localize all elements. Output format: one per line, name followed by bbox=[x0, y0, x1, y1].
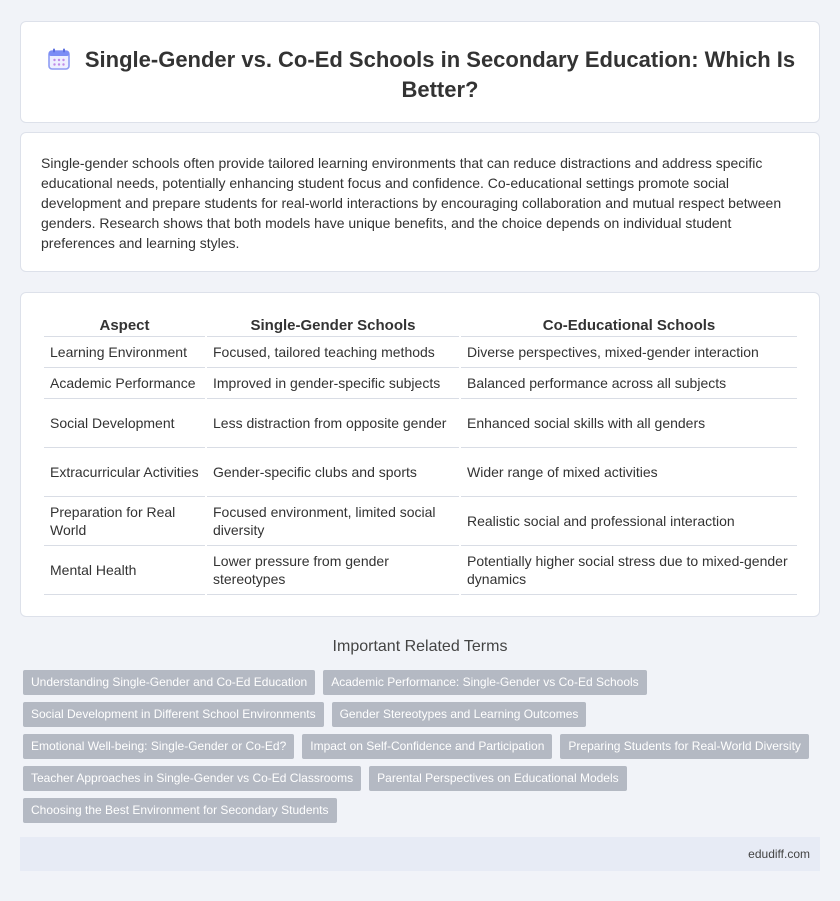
table-cell-co-ed: Balanced performance across all subjects bbox=[461, 368, 797, 399]
tag-row bbox=[23, 766, 813, 798]
table-cell-co-ed: Diverse perspectives, mixed-gender interaction bbox=[461, 337, 797, 368]
table-cell-single-gender: Improved in gender-specific subjects bbox=[207, 368, 459, 399]
related-term-tag[interactable]: Parental Perspectives on Educational Models bbox=[369, 766, 626, 791]
table-cell-aspect: Learning Environment bbox=[44, 337, 205, 368]
related-term-tag[interactable]: Academic Performance: Single-Gender vs Co-Ed Schools bbox=[323, 670, 646, 695]
related-terms-list bbox=[23, 670, 813, 830]
related-term-tag[interactable]: Choosing the Best Environment for Secondary Students bbox=[23, 798, 337, 823]
page-title: Single-Gender vs. Co-Ed Schools in Secondary Education: Which Is Better? bbox=[84, 47, 796, 102]
table-cell-co-ed: Potentially higher social stress due to mixed-gender dynamics bbox=[461, 546, 797, 595]
table-row bbox=[44, 337, 797, 368]
table-row bbox=[44, 368, 797, 399]
related-term-tag[interactable]: Teacher Approaches in Single-Gender vs Co-Ed Classrooms bbox=[23, 766, 361, 791]
table-cell-co-ed: Wider range of mixed activities bbox=[461, 448, 797, 497]
table-row bbox=[44, 497, 797, 546]
header-card bbox=[20, 21, 820, 123]
table-cell-co-ed: Enhanced social skills with all genders bbox=[461, 399, 797, 448]
table-row bbox=[44, 399, 797, 448]
intro-text: Single-gender schools often provide tailored learning environments that can reduce distractions and address specific educational needs, potentially enhancing student focus and confidence. Co-educational settings promote social development and prepare students for real-world interactions by encouraging collaboration and mutual respect between genders. Research shows that both models have unique benefits, and the choice depends on individual student preferences and learning styles. bbox=[41, 155, 782, 251]
column-header-aspect: Aspect bbox=[44, 313, 205, 337]
table-cell-co-ed: Realistic social and professional interaction bbox=[461, 497, 797, 546]
column-header-co-ed: Co-Educational Schools bbox=[461, 313, 797, 337]
calendar-icon bbox=[48, 48, 70, 70]
table-cell-single-gender: Focused, tailored teaching methods bbox=[207, 337, 459, 368]
intro-card bbox=[20, 132, 820, 272]
related-term-tag[interactable]: Preparing Students for Real-World Diversity bbox=[560, 734, 809, 759]
tag-row bbox=[23, 734, 813, 766]
table-row bbox=[44, 546, 797, 595]
related-term-tag[interactable]: Impact on Self-Confidence and Participation bbox=[302, 734, 552, 759]
table-cell-single-gender: Focused environment, limited social diversity bbox=[207, 497, 459, 546]
tag-row bbox=[23, 702, 813, 734]
related-terms-heading: Important Related Terms bbox=[332, 638, 508, 655]
table-row bbox=[44, 448, 797, 497]
table-cell-aspect: Mental Health bbox=[44, 546, 205, 595]
comparison-table bbox=[42, 313, 799, 595]
table-cell-single-gender: Less distraction from opposite gender bbox=[207, 399, 459, 448]
related-term-tag[interactable]: Understanding Single-Gender and Co-Ed Education bbox=[23, 670, 315, 695]
related-term-tag[interactable]: Social Development in Different School Environments bbox=[23, 702, 324, 727]
table-header-row bbox=[44, 313, 797, 337]
table-cell-aspect: Social Development bbox=[44, 399, 205, 448]
table-cell-aspect: Preparation for Real World bbox=[44, 497, 205, 546]
column-header-single-gender: Single-Gender Schools bbox=[207, 313, 459, 337]
table-cell-single-gender: Lower pressure from gender stereotypes bbox=[207, 546, 459, 595]
table-cell-aspect: Academic Performance bbox=[44, 368, 205, 399]
tag-row bbox=[23, 798, 813, 830]
table-cell-single-gender: Gender-specific clubs and sports bbox=[207, 448, 459, 497]
related-term-tag[interactable]: Gender Stereotypes and Learning Outcomes bbox=[332, 702, 587, 727]
comparison-table-card bbox=[20, 292, 820, 617]
footer-site-link[interactable]: edudiff.com bbox=[748, 847, 810, 861]
table-cell-aspect: Extracurricular Activities bbox=[44, 448, 205, 497]
footer bbox=[20, 837, 820, 871]
tag-row bbox=[23, 670, 813, 702]
related-term-tag[interactable]: Emotional Well-being: Single-Gender or Co-Ed? bbox=[23, 734, 294, 759]
